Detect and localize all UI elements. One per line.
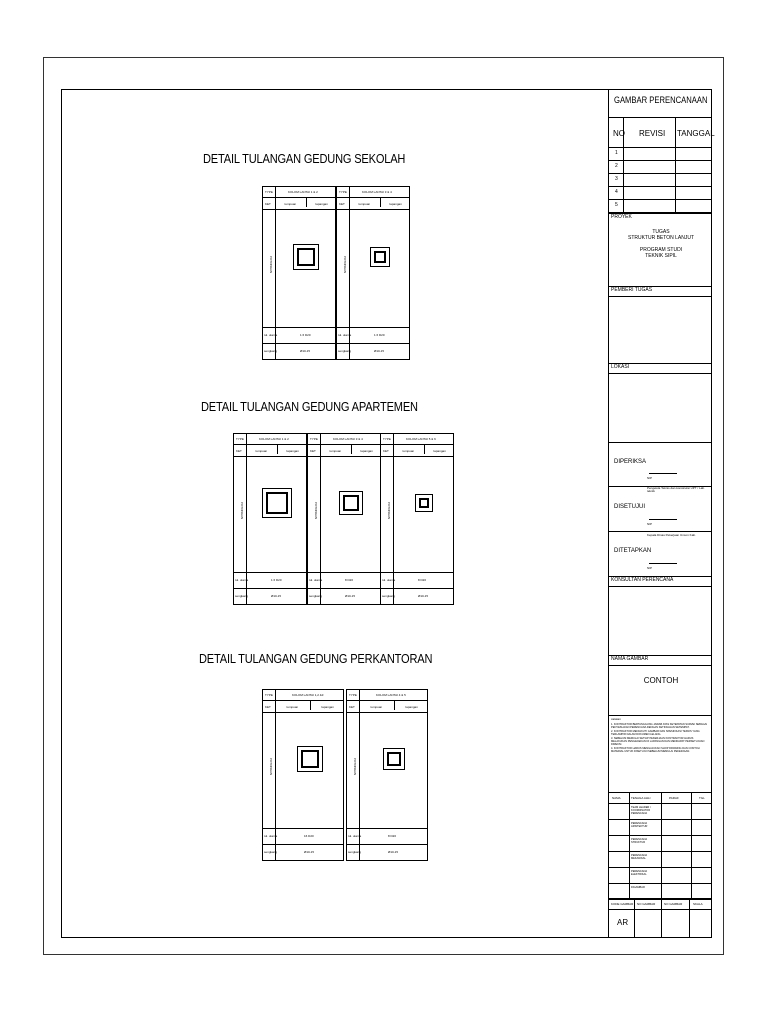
type-value: KOLOM LANTAI 1 & 2: [288, 190, 318, 194]
stirrup-outline: [419, 498, 429, 508]
ditetapkan-sign-line: [649, 563, 677, 564]
tul-utama-value: 8 D20: [388, 834, 397, 838]
proyek-label: PROYEK: [611, 214, 632, 220]
rev-row-line: [609, 173, 712, 174]
rev-row-number: 5: [615, 202, 618, 208]
tul-utama-label: tul. utama: [264, 834, 278, 838]
tul-utama-label: tul. utama: [338, 333, 352, 337]
col-divider: [277, 444, 278, 454]
diperiksa-label: DIPERIKSA: [614, 459, 647, 465]
row-divider: [308, 572, 380, 573]
tenaga-row-line: [609, 835, 712, 836]
nama-gambar-label: NAMA GAMBAR: [611, 656, 649, 662]
column-detail-table: [262, 186, 336, 360]
sengkang-value: Ø10-15: [345, 594, 356, 598]
tenaga-ahli-item: PERENCANA ARSITEKTUR: [631, 822, 648, 828]
column-detail-table: [346, 689, 428, 861]
potongan-label: POTONGAN: [353, 758, 357, 776]
ket-label: KET: [349, 705, 355, 709]
row-divider: [381, 456, 453, 457]
tenaga-ahli-item: DIGAMBAR: [631, 886, 645, 889]
type-label: TYPE: [383, 437, 391, 441]
type-value: KOLOM LANTAI 1,2 &3: [292, 693, 324, 697]
rev-row-line: [609, 160, 712, 161]
disetujui-note: Pengelola Teknis dan konstruksi UPT / Lab. teknik: [647, 486, 705, 493]
row-divider: [308, 456, 380, 457]
footer-divider-3: [689, 898, 690, 938]
col-divider: [424, 444, 425, 454]
lapangan-label: lapangan: [405, 705, 418, 709]
col-divider: [310, 700, 311, 710]
ditetapkan-nip: NIP: [647, 566, 653, 570]
ditetapkan-label: DITETAPKAN: [614, 548, 652, 554]
row-divider: [234, 572, 306, 573]
nama-gambar-value: CONTOH: [643, 676, 679, 685]
potongan-label: POTONGAN: [269, 256, 273, 274]
row-divider: [263, 343, 335, 344]
sign-header-nama: NAMA: [612, 796, 621, 800]
disetujui-label: DISETUJUI: [614, 504, 646, 510]
rev-header-tanggal: TANGGAL: [677, 129, 715, 138]
sengkang-value: Ø10-15: [374, 349, 385, 353]
ket-label: KET: [310, 449, 316, 453]
column-detail-table: [380, 433, 454, 605]
tumpuan-label: tumpuan: [329, 449, 342, 453]
row-divider: [337, 209, 409, 210]
sign-header-paraf: PARAF: [669, 796, 679, 800]
sengkang-label: sengkang: [264, 349, 278, 353]
tenaga-row-line: [609, 819, 712, 820]
tul-utama-value: 1 6 D20: [300, 333, 311, 337]
tul-utama-value: 8 D20: [345, 578, 354, 582]
tenaga-ahli-item: TEAM LEADER / KOORDINATOR PERENCANA: [631, 806, 651, 815]
type-label: TYPE: [265, 693, 273, 697]
rev-header-no: NO: [613, 129, 625, 138]
tumpuan-label: tumpuan: [284, 202, 297, 206]
type-value: KOLOM LANTAI 3 & 4: [333, 437, 363, 441]
type-label: TYPE: [349, 693, 357, 697]
rev-row-line: [609, 199, 712, 200]
title-block-header: GAMBAR PERENCANAAN: [614, 95, 708, 105]
tumpuan-label: tumpuan: [255, 449, 268, 453]
ket-label: KET: [339, 202, 345, 206]
row-divider: [263, 327, 335, 328]
tul-utama-value: 1 6 D20: [374, 333, 385, 337]
sign-header-tgl: TGL: [699, 796, 705, 800]
type-label: TYPE: [310, 437, 318, 441]
tumpuan-label: tumpuan: [286, 705, 299, 709]
row-divider: [263, 209, 335, 210]
rev-header-revisi: REVISI: [639, 129, 666, 138]
title-block: [608, 89, 715, 938]
disetujui-sign-line: [649, 519, 677, 520]
tumpuan-label: tumpuan: [402, 449, 415, 453]
tenaga-ahli-item: PERENCANA STRUKTUR: [631, 838, 647, 844]
konsultan-label: KONSULTAN PERENCANA: [611, 577, 674, 583]
sengkang-value: Ø10-15: [388, 850, 399, 854]
sengkang-label: sengkang: [235, 594, 249, 598]
row-divider: [337, 343, 409, 344]
potongan-label: POTONGAN: [269, 758, 273, 776]
footer-kode-label: KODE GAMBAR: [611, 902, 634, 906]
lapangan-label: lapangan: [360, 449, 373, 453]
col-divider: [380, 197, 381, 207]
tul-utama-value: 1 6 D20: [271, 578, 282, 582]
tul-utama-label: tul. utama: [264, 333, 278, 337]
type-label: TYPE: [265, 190, 273, 194]
diperiksa-nip: NIP: [647, 476, 653, 480]
tul-utama-label: tul. utama: [382, 578, 396, 582]
proyek-line: STRUKTUR BETON LANJUT: [627, 235, 695, 241]
footer-divider-1: [634, 898, 635, 938]
row-divider: [308, 444, 380, 445]
col-divider: [306, 197, 307, 207]
tumpuan-label: tumpuan: [358, 202, 371, 206]
footer-divider-2: [661, 898, 662, 938]
section-title-apartemen: DETAIL TULANGAN GEDUNG APARTEMEN: [201, 399, 418, 414]
tenaga-ahli-item: PERENCANA MEKANIKAL: [631, 854, 647, 860]
disetujui-nip: NIP: [647, 522, 653, 526]
column-detail-table: [336, 186, 410, 360]
pemberi-tugas-label: PEMBERI TUGAS: [611, 287, 653, 293]
ket-label: KET: [265, 202, 271, 206]
catatan-item: 3. SEBELUM MEMULAI SETIAP PEKERJAAN KONTRAKTOR HARUS MELAKUKAN PENGECEKAN DI LAPANGAN DAN MENDAPAT PERSETUJUAN DIREKSI.: [611, 736, 705, 747]
proyek-line: TEKNIK SIPIL: [645, 253, 677, 259]
section-title-sekolah: DETAIL TULANGAN GEDUNG SEKOLAH: [203, 151, 406, 166]
row-divider: [337, 197, 409, 198]
footer-no-label: NO GAMBAR: [637, 902, 656, 906]
sengkang-label: sengkang: [309, 594, 323, 598]
catatan-item: 1. KONTRAKTOR BERTANGGUNG JAWAB ATAS KETEPATAN SURVEI SEBAGAI PENYESUAIAN PERENCANA DENGAN KETINGGIAN SETEMPAT.: [611, 723, 708, 730]
ket-label: KET: [265, 705, 271, 709]
sengkang-value: Ø10-15: [271, 594, 282, 598]
footer-skala-label: SKALA: [693, 902, 703, 906]
stirrup-outline: [266, 492, 288, 514]
ditetapkan-note: Kepala Dinas Pekerjaan Umum Kab.: [647, 533, 696, 537]
type-value: KOLOM LANTAI 5 & 6: [406, 437, 436, 441]
stirrup-outline: [301, 750, 319, 768]
sengkang-label: sengkang: [382, 594, 396, 598]
rev-row-number: 1: [615, 150, 618, 156]
row-divider: [308, 588, 380, 589]
kode-gambar-value: AR: [617, 918, 629, 927]
catatan-label: catatan: [611, 717, 621, 721]
ket-label: KET: [383, 449, 389, 453]
row-divider: [263, 197, 335, 198]
stirrup-outline: [297, 248, 315, 266]
proyek-description: [609, 229, 713, 259]
column-detail-table: [262, 689, 344, 861]
type-value: KOLOM LANTAI 1 & 2: [259, 437, 289, 441]
row-divider: [234, 444, 306, 445]
proyek-line: PROGRAM STUDI: [639, 247, 683, 253]
catatan-item: 2. KONTRAKTOR MENGIKUTI GAMBAR DAN SPESIFIKASI TEKNIS YANG TERLAMPIR DALAM DOKUMEN LELANG.: [611, 729, 700, 737]
col-divider: [394, 700, 395, 710]
tenaga-row-line: [609, 851, 712, 852]
column-detail-table: [233, 433, 307, 605]
footer-lembar-label: NO GAMBAR: [664, 902, 683, 906]
type-label: TYPE: [236, 437, 244, 441]
row-divider: [234, 456, 306, 457]
lokasi-label: LOKASI: [611, 364, 630, 370]
stirrup-outline: [343, 495, 359, 511]
sengkang-value: Ø10-15: [418, 594, 429, 598]
potongan-label: POTONGAN: [314, 502, 318, 520]
tul-utama-value: 8 D20: [418, 578, 427, 582]
row-divider: [337, 327, 409, 328]
sign-header-tenaga-ahli: TENAGA AHLI: [631, 796, 651, 800]
potongan-label: POTONGAN: [387, 502, 391, 520]
lapangan-label: lapangan: [321, 705, 334, 709]
stirrup-outline: [387, 752, 401, 766]
tenaga-row-line: [609, 883, 712, 884]
lapangan-label: lapangan: [286, 449, 299, 453]
sengkang-value: Ø10-15: [304, 850, 315, 854]
tumpuan-label: tumpuan: [370, 705, 383, 709]
type-value: KOLOM LANTAI 4 & 5: [376, 693, 406, 697]
diperiksa-sign-line: [649, 473, 677, 474]
potongan-label: POTONGAN: [343, 256, 347, 274]
lapangan-label: lapangan: [315, 202, 328, 206]
tul-utama-label: tul. utama: [235, 578, 249, 582]
sengkang-label: sengkang: [264, 850, 278, 854]
tul-utama-value: 16 D20: [304, 834, 314, 838]
row-divider: [234, 588, 306, 589]
tenaga-ahli-item: PERENCANA ELEKTRIKAL: [631, 870, 647, 876]
row-divider: [381, 572, 453, 573]
section-title-perkantoran: DETAIL TULANGAN GEDUNG PERKANTORAN: [199, 651, 433, 666]
tenaga-row-line: [609, 867, 712, 868]
ket-label: KET: [236, 449, 242, 453]
column-detail-table: [307, 433, 381, 605]
sengkang-label: sengkang: [338, 349, 352, 353]
potongan-label: POTONGAN: [240, 502, 244, 520]
stirrup-outline: [374, 251, 386, 263]
row-divider: [381, 588, 453, 589]
tul-utama-label: tul. utama: [309, 578, 323, 582]
type-label: TYPE: [339, 190, 347, 194]
rev-row-line: [609, 186, 712, 187]
rev-row-number: 3: [615, 176, 618, 182]
rev-row-number: 4: [615, 189, 618, 195]
catatan-list: [611, 723, 709, 754]
col-divider: [351, 444, 352, 454]
sengkang-label: sengkang: [348, 850, 362, 854]
lapangan-label: lapangan: [433, 449, 446, 453]
row-divider: [381, 444, 453, 445]
proyek-line: TUGAS: [652, 229, 670, 235]
catatan-item: 4. KONTRAKTOR HARUS MENGAJUKAN SHOP DRAWING DAN CONTOH MATERIAL UNTUK DISETUJUI SEBELUM MEMULAI PEKERJAAN.: [611, 746, 700, 754]
rev-row-number: 2: [615, 163, 618, 169]
sengkang-value: Ø10-15: [300, 349, 311, 353]
tul-utama-label: tul. utama: [348, 834, 362, 838]
lapangan-label: lapangan: [389, 202, 402, 206]
type-value: KOLOM LANTAI 3 & 4: [362, 190, 392, 194]
